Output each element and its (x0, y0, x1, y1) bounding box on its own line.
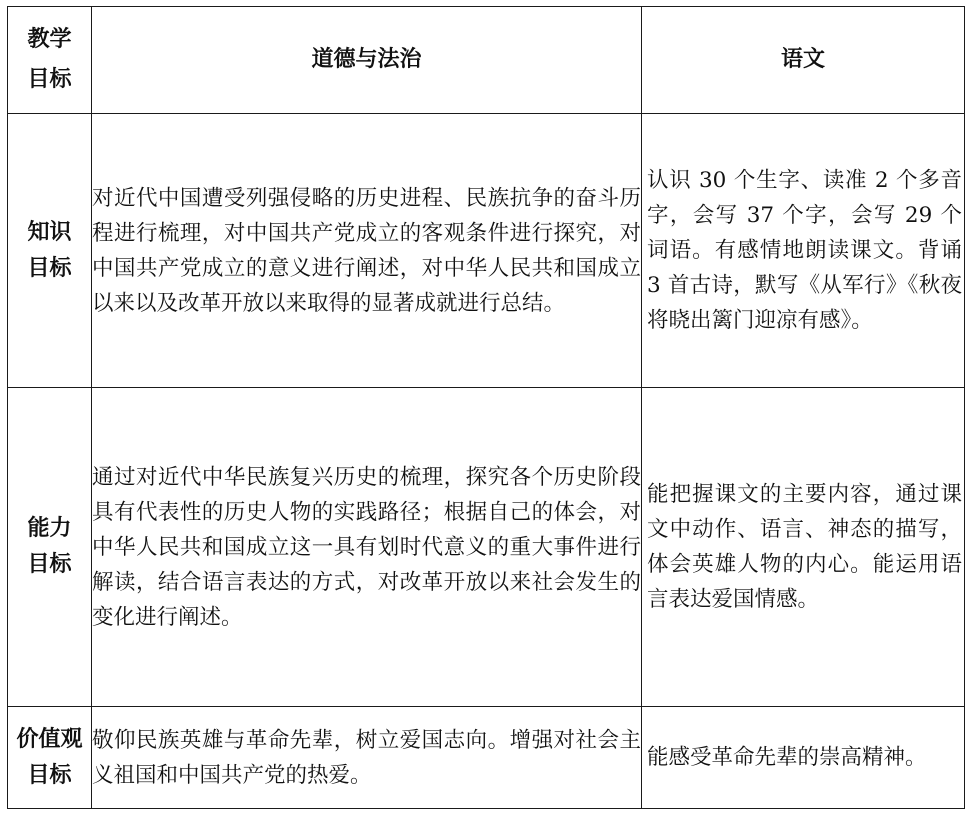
knowledge-chinese-cell: 认识 30 个生字、读准 2 个多音字，会写 37 个字，会写 29 个词语。有感情地朗读课文。背诵 3 首古诗，默写《从军行》《秋夜将晓出篱门迎凉有感》。 (642, 114, 965, 388)
teaching-goals-table (7, 6, 965, 809)
row-label-ability (8, 388, 92, 707)
knowledge-moral-cell: 对近代中国遭受列强侵略的历史进程、民族抗争的奋斗历程进行梳理，对中国共产党成立的客观条件进行探究，对中国共产党成立的意义进行阐述，对中华人民共和国成立以来以及改革开放以来取得的显著成就进行总结。 (92, 114, 642, 388)
table-row-values (8, 707, 965, 809)
table-header-row (8, 7, 965, 114)
row-label-line1: 知识 (27, 219, 72, 245)
header-label-line2: 目标 (27, 67, 72, 92)
values-moral-cell: 敬仰民族英雄与革命先辈，树立爱国志向。增强对社会主义祖国和中国共产党的热爱。 (92, 707, 642, 809)
ability-chinese-cell: 能把握课文的主要内容，通过课文中动作、语言、神态的描写，体会英雄人物的内心。能运用语言表达爱国情感。 (642, 388, 965, 707)
table-row-knowledge (8, 114, 965, 388)
table-row-ability (8, 388, 965, 707)
header-chinese: 语文 (642, 7, 965, 114)
row-label-line2: 目标 (27, 762, 72, 788)
row-label-knowledge (8, 114, 92, 388)
ability-moral-cell: 通过对近代中华民族复兴历史的梳理，探究各个历史阶段具有代表性的历史人物的实践路径；根据自己的体会，对中华人民共和国成立这一具有划时代意义的重大事件进行解读，结合语言表达的方式，对改革开放以来社会发生的变化进行阐述。 (92, 388, 642, 707)
header-teaching-goals-cell (8, 7, 92, 114)
row-label-line2: 目标 (27, 255, 72, 281)
row-label-values (8, 707, 92, 809)
row-label-line1: 价值观 (16, 726, 83, 752)
values-chinese-cell: 能感受革命先辈的崇高精神。 (642, 707, 965, 809)
row-label-line2: 目标 (27, 552, 72, 577)
header-moral-law: 道德与法治 (92, 7, 642, 114)
row-label-line1: 能力 (27, 516, 72, 541)
header-label-line1: 教学 (27, 27, 72, 52)
